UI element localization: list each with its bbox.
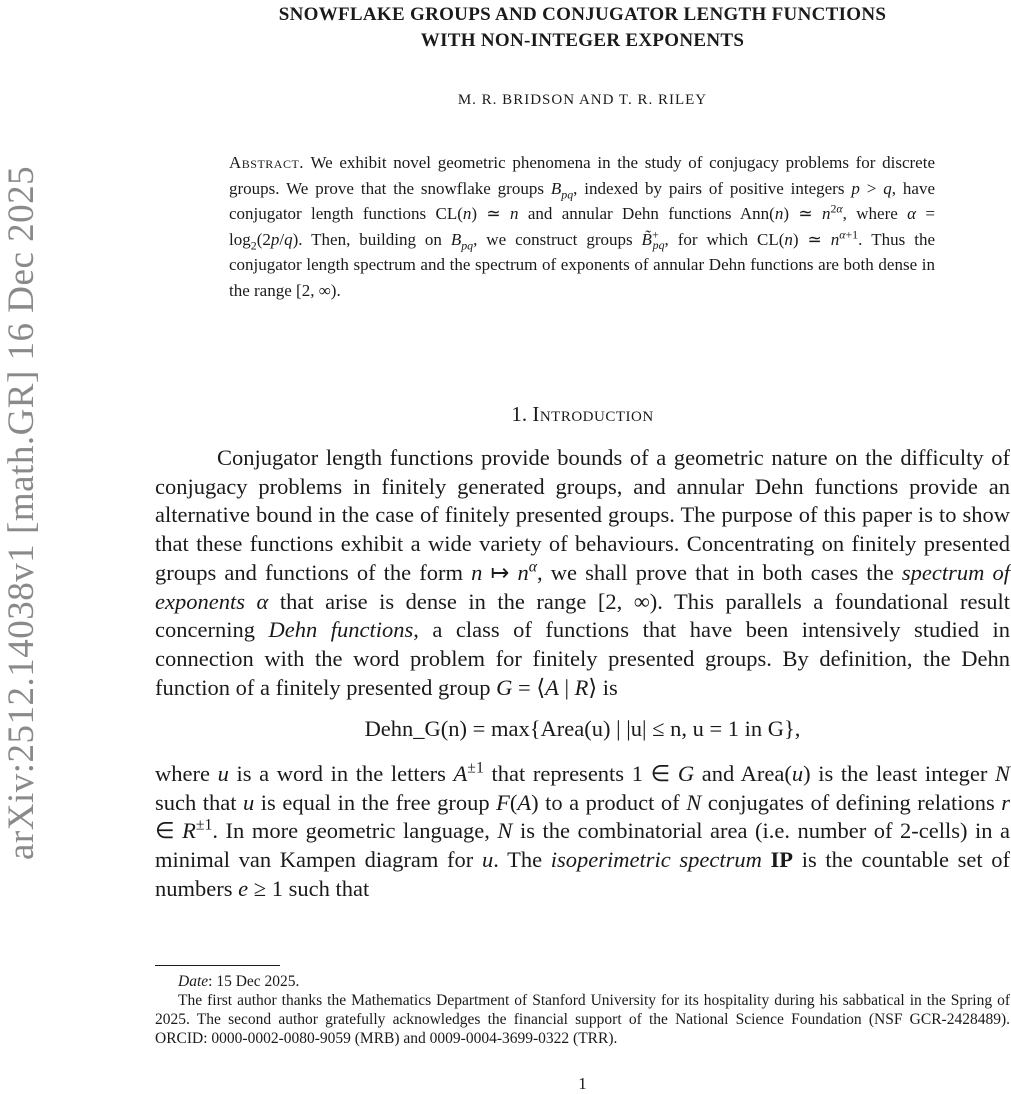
body-text <box>155 444 1010 904</box>
isoperimetric-spectrum-symbol: IP <box>770 847 794 873</box>
section-title: Introduction <box>532 402 654 426</box>
paragraph-text: conjugates of defining relations <box>701 789 1002 815</box>
paragraph: where u is a word in the letters $A^{\pm 1}$ that represents 1 ∈ G and Area(u) is the least integer N such that u is equal in the free group F(A) to a product of N conjugates of defining relations r ∈ $R^{\pm 1}$. In more geometric language, N is the combinatorial area (i.e. number of 2-cells) in a minimal van Kampen diagram for u. The isoperimetric spectrum IP is the countable set of numbers e ≥ 1 such that <box>155 759 1011 901</box>
paragraph-text: , a class of functions that have been intensively studied in connection with the word problem for finitely presented groups. By definition, the Dehn function of a finitely presented group <box>155 617 1011 700</box>
paragraph-text: Conjugator length functions provide bounds of a geometric nature on the difficulty of conjugacy problems in finitely generated groups, and annular Dehn functions provide an alternative bound in the case of finitely presented groups. The purpose of this paper is to show that these functions exhibit a wide variety of behaviours. Concentrating on finitely presented groups and functions of the form <box>155 445 1010 585</box>
title-line-1: SNOWFLAKE GROUPS AND CONJUGATOR LENGTH FUNCTIONS <box>278 4 887 25</box>
abstract-text: . <box>336 280 341 300</box>
abstract-text: , indexed by pairs of positive integers <box>573 178 852 198</box>
paragraph-text: and Area( <box>694 761 792 787</box>
title-line-2: WITH NON-INTEGER EXPONENTS <box>420 30 745 51</box>
abstract-text: and annular Dehn functions <box>518 204 740 223</box>
paragraph-text: ) is the least integer <box>803 761 995 787</box>
page-number: 1 <box>578 1074 587 1093</box>
paragraph: Conjugator length functions provide bounds of a geometric nature on the difficulty of conjugacy problems in finitely generated groups, and annular Dehn functions provide an alternative bound in the case of finitely presented groups. The purpose of this paper is to show that these functions exhibit a wide variety of behaviours. Concentrating on finitely presented groups and functions of the form n ↦ $n^\alpha$, we shall prove that in both cases the spectrum of exponents α that arise is dense in the range [2, ∞). This parallels a foundational result concerning Dehn functions, a class of functions that have been intensively studied in connection with the word problem for finitely presented groups. By definition, the Dehn function of a finitely presented group G = ⟨A | R⟩ is <box>155 445 1011 700</box>
paper-title <box>150 2 1011 54</box>
abstract-text: , we construct groups <box>473 229 642 249</box>
authors: M. R. BRIDSON AND T. R. RILEY <box>457 92 708 108</box>
paragraph-text: is equal in the free group <box>254 789 497 815</box>
footnote-rule <box>155 965 280 966</box>
abstract-text: We exhibit novel geometric phenomena in the study of conjugacy problems for discrete groups. We prove that the snowflake groups <box>229 153 935 198</box>
emphasis: spectrum of exponents <box>155 559 1010 614</box>
abstract-text: . Then, building on <box>298 229 451 249</box>
abstract-text: . Thus the conjugator length spectrum and the spectrum of exponents of annular Dehn functions are both dense in the range <box>229 229 935 300</box>
section-heading <box>150 402 1011 427</box>
date-label: Date <box>178 973 209 990</box>
arxiv-identifier: arXiv:2512.14038v1 [math.GR] 16 Dec 2025 <box>1 165 42 860</box>
footnotes <box>155 972 1010 1048</box>
paragraph-text: such that <box>282 875 370 901</box>
abstract-label: Abstract. <box>229 153 305 172</box>
paragraph-text: that arise is dense in the range <box>268 588 598 614</box>
paragraph-text: , we shall prove that in both cases the <box>537 559 902 585</box>
dehn-function-equation: Dehn_G(n) = max{Area(u) | |u| ≤ n, u = 1 in G}, <box>364 716 801 742</box>
paragraph-text: . In more geometric language, <box>212 818 498 844</box>
section-number: 1. <box>511 402 528 426</box>
paragraph-text: that represents <box>483 761 632 787</box>
paragraph-text: to a product of <box>538 789 687 815</box>
paragraph-text: is <box>597 674 618 700</box>
emphasis: Dehn functions <box>268 617 414 643</box>
paragraph-text: is the countable set of numbers <box>155 847 1011 901</box>
date-value: : 15 Dec 2025. <box>208 973 300 990</box>
paragraph-text: where <box>155 761 218 787</box>
acknowledgements-footnote: The first author thanks the Mathematics Department of Stanford University for its hospitality during his sabbatical in the Spring of 2025. The second author gratefully acknowledges the financial support of the National Science Foundation (NSF GCR-2428489). ORCID: 0000-0002-0080-9059 (MRB) and 0009-0004-3699-0322 (TRR). <box>155 992 1010 1047</box>
abstract: Abstract. We exhibit novel geometric phenomena in the study of conjugacy problems for discrete groups. We prove that the snowflake groups $B_{pq}$, indexed by pairs of positive integers p > q, have conjugator length functions CL(n) ≃ n and annular Dehn functions Ann(n) ≃ $n^{2\alpha}$, where $\alpha = \log_2(2p/q)$. Then, building on $B_{pq}$, we construct groups $B̃^+_{pq}$, for which CL(n) ≃ $n^{\alpha+1}$. Thus the conjugator length spectrum and the spectrum of exponents of annular Dehn functions are both dense in the range [2, ∞). <box>229 153 936 300</box>
abstract-text: , where <box>842 204 908 223</box>
paragraph-text: is a word in the letters <box>228 761 454 787</box>
paragraph-text: . The <box>493 847 551 873</box>
paragraph-text: . This parallels a foundational result concerning <box>155 588 1010 643</box>
paragraph-text: such that <box>155 789 244 815</box>
date-footnote <box>155 972 1010 991</box>
paragraph-text: is the combinatorial area (i.e. number of 2-cells) in a minimal van Kampen diagram for <box>155 818 1010 873</box>
abstract-text: , for which <box>664 229 757 249</box>
abstract-text: , have conjugator length functions <box>229 178 935 223</box>
emphasis: isoperimetric spectrum <box>550 847 762 873</box>
